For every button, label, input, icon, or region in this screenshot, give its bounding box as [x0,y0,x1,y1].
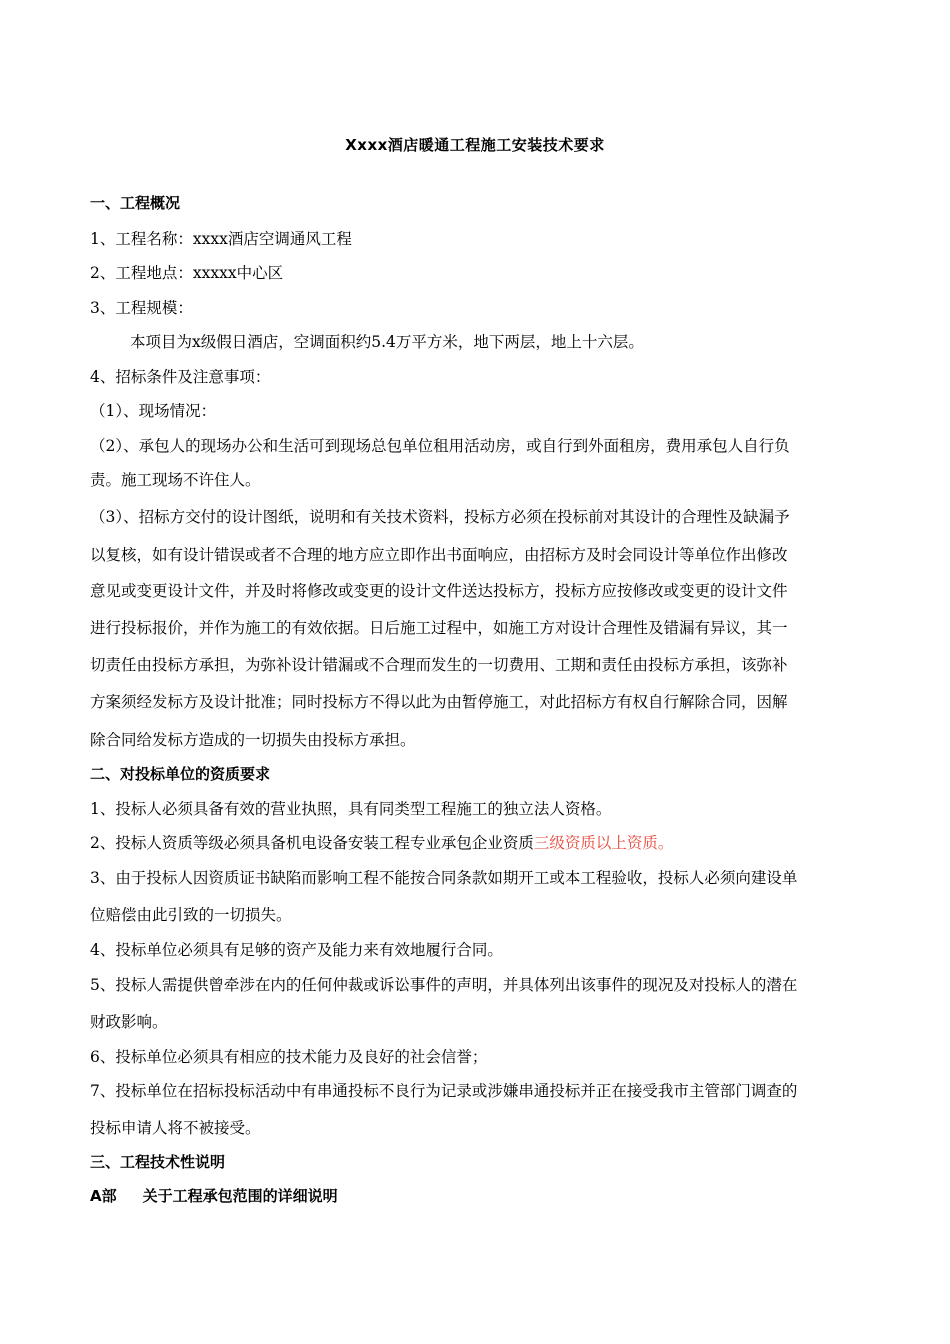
qualification-2-text: 2、投标人资质等级必须具备机电设备安装工程专业承包企业资质 [90,834,534,852]
paragraph-2-line: （2）、承包人的现场办公和生活可到现场总包单位租用活动房，或自行到外面租房，费用承包人自行负 [90,437,790,455]
paragraph-3-line: 进行投标报价，并作为施工的有效依据。日后施工过程中，如施工方对设计合理性及错漏有异议，其一 [90,619,788,637]
paragraph-3-line: 以复核，如有设计错误或者不合理的地方应立即作出书面响应，由招标方及时会同设计等单位作出修改 [90,546,788,564]
part-a-heading [90,1185,338,1206]
paragraph-3-line: 意见或变更设计文件，并及时将修改或变更的设计文件送达投标方，投标方应按修改或变更的设计文件 [90,582,788,600]
tender-conditions-label: 4、招标条件及注意事项： [90,368,271,386]
qualification-7-line: 投标申请人将不被接受。 [90,1119,261,1137]
project-location: 2、工程地点：xxxxx中心区 [90,264,284,282]
paragraph-3-line: 方案须经发标方及设计批准；同时投标方不得以此为由暂停施工，对此招标方有权自行解除合同，因解 [90,693,788,711]
qualification-1: 1、投标人必须具备有效的营业执照，具有同类型工程施工的独立法人资格。 [90,800,612,818]
qualification-3-line: 3、由于投标人因资质证书缺陷而影响工程不能按合同条款如期开工或本工程验收，投标人必须向建设单 [90,869,798,887]
paragraph-3-line: 切责任由投标方承担，为弥补设计错漏或不合理而发生的一切费用、工期和责任由投标方承担，该弥补 [90,656,788,674]
section-1-heading: 一、工程概况 [90,194,181,212]
paragraph-3-line: （3）、招标方交付的设计图纸，说明和有关技术资料，投标方必须在投标前对其设计的合理性及缺漏予 [90,508,790,526]
paragraph-2-line: 责。施工现场不许住人。 [90,471,261,489]
project-scale-label: 3、工程规模： [90,299,193,317]
qualification-3-line: 位赔偿由此引致的一切损失。 [90,906,292,924]
section-2-heading: 二、对投标单位的资质要求 [90,765,271,783]
qualification-6: 6、投标单位必须具有相应的技术能力及良好的社会信誉； [90,1048,488,1066]
paragraph-3-line: 除合同给发标方造成的一切损失由投标方承担。 [90,731,416,749]
page-title: Xxxx酒店暖通工程施工安装技术要求 [345,136,605,154]
project-scale-text: 本项目为x级假日酒店，空调面积约5.4万平方米，地下两层，地上十六层。 [130,333,644,351]
section-3-heading: 三、工程技术性说明 [90,1153,226,1171]
qualification-7-line: 7、投标单位在招标投标活动中有串通投标不良行为记录或涉嫌串通投标并正在接受我市主管部门调查的 [90,1082,798,1100]
qualification-2-highlight: 三级资质以上资质。 [533,834,674,852]
qualification-4: 4、投标单位必须具有足够的资产及能力来有效地履行合同。 [90,941,503,959]
project-name: 1、工程名称：xxxx酒店空调通风工程 [90,230,352,248]
part-a-title: 关于工程承包范围的详细说明 [142,1187,338,1205]
site-conditions: （1）、现场情况： [90,402,217,420]
qualification-5-line: 财政影响。 [90,1013,168,1031]
qualification-2 [90,831,673,853]
qualification-5-line: 5、投标人需提供曾牵涉在内的任何仲裁或诉讼事件的声明，并具体列出该事件的现况及对投标人的潜在 [90,976,798,994]
part-a-label: A部 [90,1187,117,1205]
